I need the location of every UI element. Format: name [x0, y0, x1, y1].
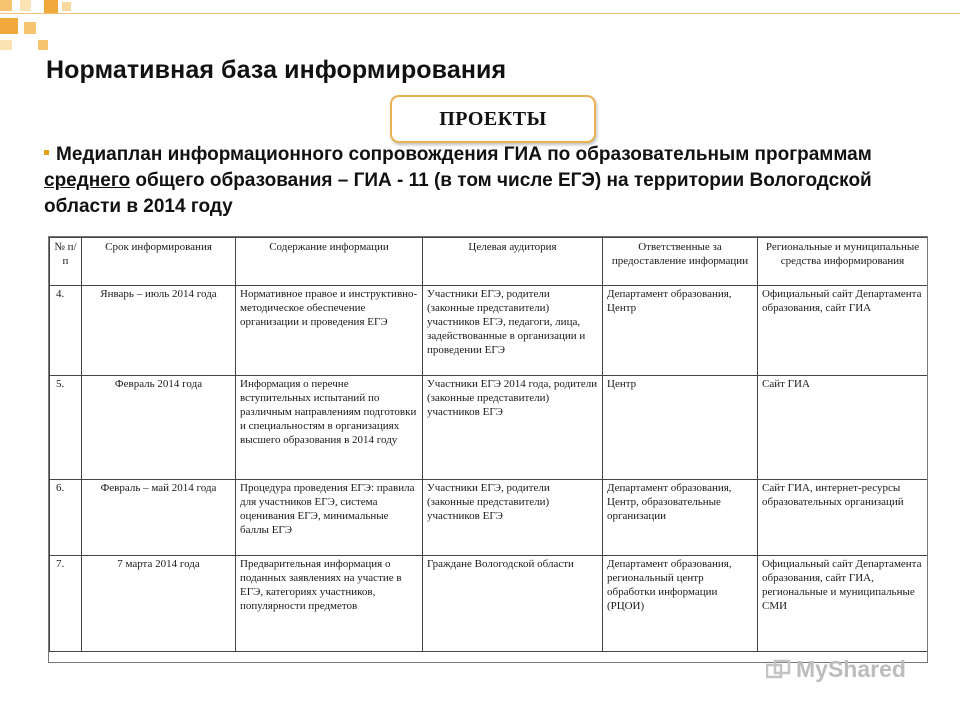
watermark-text: MyShared — [796, 656, 906, 682]
myshared-logo-icon — [766, 659, 792, 681]
cell-responsible: Департамент образования, Центр, образовательные организации — [603, 480, 758, 556]
cell-num: 6. — [50, 480, 82, 556]
cell-content: Информация о перечне вступительных испытаний по различным направлениям подготовки и специальностям в организациях высшего образования в 2014 году — [236, 376, 423, 480]
cell-audience: Участники ЕГЭ, родители (законные представители) участников ЕГЭ — [423, 480, 603, 556]
bullet-icon — [44, 150, 49, 155]
header-date: Срок информирования — [82, 238, 236, 286]
projects-tag — [390, 95, 596, 143]
media-plan-table — [49, 237, 928, 652]
cell-num: 5. — [50, 376, 82, 480]
cell-media: Сайт ГИА, интернет-ресурсы образовательных организаций — [758, 480, 928, 556]
cell-audience: Участники ЕГЭ, родители (законные представители) участников ЕГЭ, педагоги, лица, задействованные в организации и проведении ЕГЭ — [423, 286, 603, 376]
cell-media: Официальный сайт Департамента образования, сайт ГИА — [758, 286, 928, 376]
cell-responsible: Департамент образования, Центр — [603, 286, 758, 376]
table-header-row — [50, 238, 928, 286]
cell-audience: Граждане Вологодской области — [423, 556, 603, 652]
cell-date: 7 марта 2014 года — [82, 556, 236, 652]
cell-content: Предварительная информация о поданных заявлениях на участие в ЕГЭ, категориях участников, популярности предметов — [236, 556, 423, 652]
lead-part-1: Медиаплан информационного сопровождения ГИА по образовательным программам — [56, 144, 872, 165]
lead-part-2: общего образования – ГИА - 11 (в том числе ЕГЭ) на территории Вологодской области в 2014 году — [44, 170, 872, 217]
cell-num: 4. — [50, 286, 82, 376]
lead-underlined-word: среднего — [44, 170, 131, 191]
cell-audience: Участники ЕГЭ 2014 года, родители (законные представители) участников ЕГЭ — [423, 376, 603, 480]
header-content: Содержание информации — [236, 238, 423, 286]
header-num: № п/п — [50, 238, 82, 286]
header-audience: Целевая аудитория — [423, 238, 603, 286]
projects-tag-label: ПРОЕКТЫ — [439, 107, 547, 130]
cell-date: Январь – июль 2014 года — [82, 286, 236, 376]
table-row — [50, 556, 928, 652]
header-media: Региональные и муниципальные средства информирования — [758, 238, 928, 286]
cell-num: 7. — [50, 556, 82, 652]
cell-content: Процедура проведения ЕГЭ: правила для участников ЕГЭ, система оценивания ЕГЭ, минимальные баллы ЕГЭ — [236, 480, 423, 556]
table-row — [50, 286, 928, 376]
cell-responsible: Департамент образования, региональный центр обработки информации (РЦОИ) — [603, 556, 758, 652]
top-rule — [0, 13, 960, 14]
media-plan-table-frame — [48, 236, 928, 663]
cell-media: Официальный сайт Департамента образования, сайт ГИА, региональные и муниципальные СМИ — [758, 556, 928, 652]
cell-responsible: Центр — [603, 376, 758, 480]
cell-date: Февраль 2014 года — [82, 376, 236, 480]
table-row — [50, 376, 928, 480]
cell-date: Февраль – май 2014 года — [82, 480, 236, 556]
lead-paragraph — [44, 142, 924, 220]
table-row — [50, 480, 928, 556]
cell-media: Сайт ГИА — [758, 376, 928, 480]
myshared-watermark — [766, 656, 906, 683]
slide-title: Нормативная база информирования — [46, 56, 507, 84]
cell-content: Нормативное правое и инструктивно-методическое обеспечение организации и проведения ЕГЭ — [236, 286, 423, 376]
header-responsible: Ответственные за предоставление информации — [603, 238, 758, 286]
